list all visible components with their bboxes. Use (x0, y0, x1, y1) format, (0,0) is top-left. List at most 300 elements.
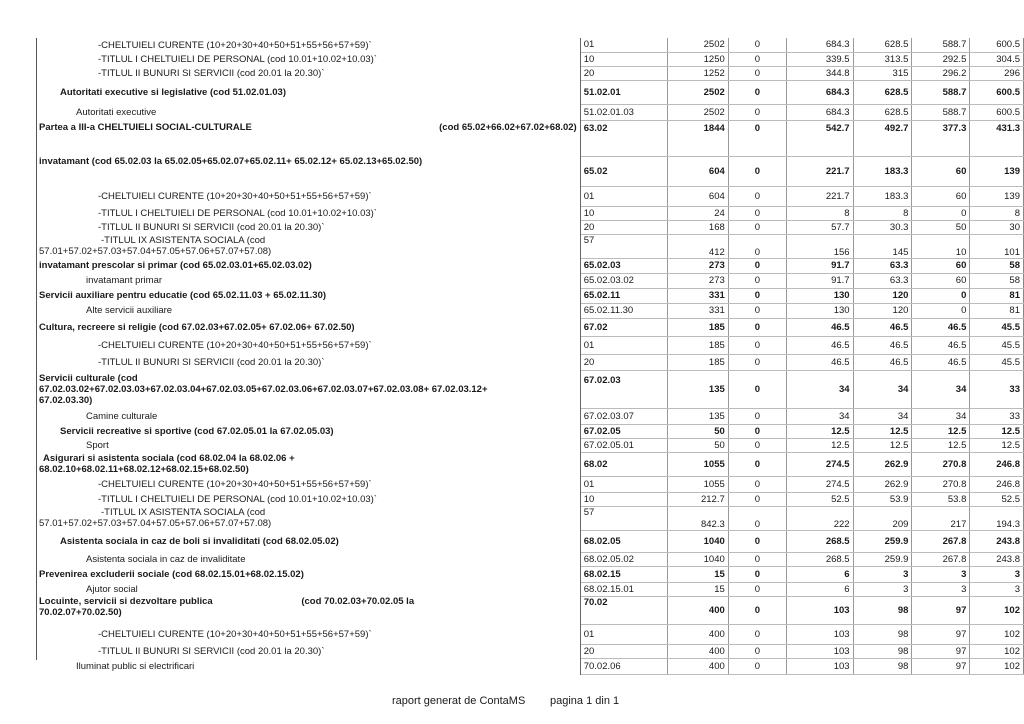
row-value-2: 0 (728, 186, 786, 206)
row-value-5: 3 (912, 566, 970, 582)
row-value-1: 135 (668, 370, 729, 408)
row-value-6: 600.5 (970, 104, 1024, 120)
row-value-4: 53.9 (853, 492, 912, 506)
row-value-1: 1055 (668, 452, 729, 476)
row-code: 67.02 (580, 318, 667, 336)
table-row (36, 273, 1024, 288)
row-code: 68.02.05 (580, 530, 667, 552)
row-label: Camine culturale (36, 408, 580, 424)
row-value-5: 97 (912, 596, 970, 624)
row-value-6: 81 (970, 303, 1024, 318)
row-value-2: 0 (728, 644, 786, 658)
row-label-right: (cod 65.02+66.02+67.02+68.02) (439, 122, 577, 133)
row-value-5: 97 (912, 644, 970, 658)
row-label-main: Locuinte, servicii si dezvoltare publica (39, 596, 213, 607)
row-label (36, 452, 580, 476)
row-value-5: 588.7 (912, 38, 970, 52)
row-label: -TITLUL I CHELTUIELI DE PERSONAL (cod 10.01+10.02+10.03)` (36, 206, 580, 220)
row-value-4: 262.9 (853, 452, 912, 476)
row-value-1: 15 (668, 566, 729, 582)
row-value-2: 0 (728, 234, 786, 258)
row-value-1: 2502 (668, 38, 729, 52)
row-value-6: 33 (970, 370, 1024, 408)
row-code: 20 (580, 66, 667, 80)
row-label: Asistenta sociala in caz de invaliditate (36, 552, 580, 566)
table-row (36, 80, 1024, 104)
row-label: -TITLUL I CHELTUIELI DE PERSONAL (cod 10.01+10.02+10.03)` (36, 52, 580, 66)
row-value-6: 3 (970, 582, 1024, 596)
row-value-4: 12.5 (853, 438, 912, 452)
row-label: Sport (36, 438, 580, 452)
row-value-2: 0 (728, 220, 786, 234)
row-value-1: 212.7 (668, 492, 729, 506)
footer-generated-by: raport generat de ContaMS (392, 695, 526, 707)
row-value-3: 12.5 (786, 424, 853, 438)
row-value-3: 542.7 (786, 120, 853, 156)
row-value-5: 0 (912, 288, 970, 303)
row-code: 20 (580, 644, 667, 658)
row-value-1: 2502 (668, 104, 729, 120)
row-code: 10 (580, 52, 667, 66)
row-value-3: 268.5 (786, 552, 853, 566)
row-code: 01 (580, 336, 667, 354)
footer-page-number: pagina 1 din 1 (550, 695, 620, 707)
row-value-1: 604 (668, 186, 729, 206)
row-value-1: 50 (668, 424, 729, 438)
row-code: 10 (580, 206, 667, 220)
table-row (36, 258, 1024, 273)
row-value-6: 102 (970, 658, 1024, 674)
row-value-1: 1055 (668, 476, 729, 492)
row-value-2: 0 (728, 566, 786, 582)
row-value-6: 139 (970, 156, 1024, 186)
row-value-6: 8 (970, 206, 1024, 220)
row-label: Prevenirea excluderii sociale (cod 68.02.15.01+68.02.15.02) (36, 566, 580, 582)
row-value-4: 8 (853, 206, 912, 220)
row-value-1: 400 (668, 624, 729, 644)
row-value-1: 400 (668, 644, 729, 658)
row-value-6: 81 (970, 288, 1024, 303)
row-code: 65.02.03.02 (580, 273, 667, 288)
row-value-5: 296.2 (912, 66, 970, 80)
table-row (36, 596, 1024, 624)
row-value-3: 91.7 (786, 258, 853, 273)
table-row (36, 566, 1024, 582)
table-row (36, 506, 1024, 530)
row-value-1: 1844 (668, 120, 729, 156)
row-value-2: 0 (728, 492, 786, 506)
row-label: invatamant (cod 65.02.03 la 65.02.05+65.02.07+65.02.11+ 65.02.12+ 65.02.13+65.02.50) (36, 156, 580, 186)
row-value-6: 243.8 (970, 552, 1024, 566)
row-value-5: 12.5 (912, 424, 970, 438)
row-label: -CHELTUIELI CURENTE (10+20+30+40+50+51+55+56+57+59)` (36, 186, 580, 206)
row-label-line1-wrap (39, 596, 577, 607)
row-value-4: 34 (853, 370, 912, 408)
row-value-5: 270.8 (912, 452, 970, 476)
row-value-2: 0 (728, 506, 786, 530)
row-label-line2: 70.02.07+70.02.50) (39, 607, 122, 618)
row-code: 10 (580, 492, 667, 506)
row-value-2: 0 (728, 552, 786, 566)
row-value-6: 243.8 (970, 530, 1024, 552)
row-value-5: 60 (912, 186, 970, 206)
row-code: 01 (580, 38, 667, 52)
table-row (36, 644, 1024, 658)
table-row (36, 104, 1024, 120)
row-value-4: 628.5 (853, 38, 912, 52)
row-value-5: 217 (912, 506, 970, 530)
row-value-5: 46.5 (912, 354, 970, 370)
row-value-3: 46.5 (786, 318, 853, 336)
row-value-6: 102 (970, 596, 1024, 624)
row-code: 67.02.03.07 (580, 408, 667, 424)
row-value-1: 168 (668, 220, 729, 234)
row-value-6: 33 (970, 408, 1024, 424)
row-label-line3: 67.02.03.30) (39, 394, 93, 406)
row-value-1: 331 (668, 288, 729, 303)
row-label: Servicii auxiliare pentru educatie (cod 65.02.11.03 + 65.02.11.30) (36, 288, 580, 303)
row-value-1: 273 (668, 258, 729, 273)
row-value-6: 45.5 (970, 354, 1024, 370)
row-value-5: 0 (912, 206, 970, 220)
row-value-5: 10 (912, 234, 970, 258)
row-value-2: 0 (728, 52, 786, 66)
row-value-2: 0 (728, 438, 786, 452)
row-value-2: 0 (728, 370, 786, 408)
row-code: 65.02 (580, 156, 667, 186)
row-value-6: 58 (970, 258, 1024, 273)
row-value-4: 183.3 (853, 186, 912, 206)
row-value-2: 0 (728, 104, 786, 120)
row-value-2: 0 (728, 354, 786, 370)
table-row (36, 492, 1024, 506)
row-value-4: 628.5 (853, 80, 912, 104)
row-label: Asistenta sociala in caz de boli si invaliditati (cod 68.02.05.02) (36, 530, 580, 552)
row-value-4: 98 (853, 644, 912, 658)
row-value-2: 0 (728, 658, 786, 674)
table-row (36, 624, 1024, 644)
row-value-4: 209 (853, 506, 912, 530)
row-value-5: 50 (912, 220, 970, 234)
table-row (36, 354, 1024, 370)
table-row (36, 452, 1024, 476)
row-value-4: 145 (853, 234, 912, 258)
row-label-line1: Asigurari si asistenta sociala (cod 68.02.04 la 68.02.06 + (43, 453, 295, 464)
table-row (36, 156, 1024, 186)
table-row (36, 120, 1024, 156)
row-value-1: 185 (668, 318, 729, 336)
row-code: 67.02.05.01 (580, 438, 667, 452)
table-row (36, 288, 1024, 303)
row-value-4: 628.5 (853, 104, 912, 120)
row-value-2: 0 (728, 336, 786, 354)
row-value-6: 52.5 (970, 492, 1024, 506)
row-value-3: 6 (786, 582, 853, 596)
row-code: 65.02.03 (580, 258, 667, 273)
row-value-1: 185 (668, 336, 729, 354)
row-code: 01 (580, 186, 667, 206)
row-code: 67.02.03 (580, 370, 667, 408)
row-value-4: 12.5 (853, 424, 912, 438)
row-value-3: 268.5 (786, 530, 853, 552)
row-code: 68.02.05.02 (580, 552, 667, 566)
row-value-4: 262.9 (853, 476, 912, 492)
table-row (36, 206, 1024, 220)
table-row (36, 186, 1024, 206)
row-value-3: 344.8 (786, 66, 853, 80)
row-label: -CHELTUIELI CURENTE (10+20+30+40+50+51+55+56+57+59)` (36, 336, 580, 354)
row-value-5: 34 (912, 370, 970, 408)
row-code: 57 (580, 506, 667, 530)
row-value-3: 34 (786, 370, 853, 408)
row-value-4: 313.5 (853, 52, 912, 66)
row-label-line2: 57.01+57.02+57.03+57.04+57.05+57.06+57.07+57.08) (39, 518, 272, 529)
row-value-3: 6 (786, 566, 853, 582)
row-value-1: 400 (668, 596, 729, 624)
row-label: invatamant prescolar si primar (cod 65.02.03.01+65.02.03.02) (36, 258, 580, 273)
row-value-6: 246.8 (970, 452, 1024, 476)
row-value-3: 274.5 (786, 476, 853, 492)
row-code: 51.02.01 (580, 80, 667, 104)
row-value-4: 492.7 (853, 120, 912, 156)
row-label: -TITLUL II BUNURI SI SERVICII (cod 20.01 la 20.30)` (36, 644, 580, 658)
row-value-6: 101 (970, 234, 1024, 258)
row-value-1: 273 (668, 273, 729, 288)
row-value-1: 604 (668, 156, 729, 186)
row-label: Autoritati executive si legislative (cod 51.02.01.03) (36, 80, 580, 104)
row-value-5: 60 (912, 273, 970, 288)
row-value-3: 91.7 (786, 273, 853, 288)
row-label: Servicii recreative si sportive (cod 67.02.05.01 la 67.02.05.03) (36, 424, 580, 438)
row-value-6: 3 (970, 566, 1024, 582)
row-label: -CHELTUIELI CURENTE (10+20+30+40+50+51+55+56+57+59)` (36, 476, 580, 492)
row-value-4: 3 (853, 582, 912, 596)
row-code: 51.02.01.03 (580, 104, 667, 120)
row-value-3: 222 (786, 506, 853, 530)
row-value-4: 259.9 (853, 552, 912, 566)
row-value-3: 57.7 (786, 220, 853, 234)
row-value-3: 46.5 (786, 354, 853, 370)
row-value-4: 120 (853, 288, 912, 303)
row-value-3: 12.5 (786, 438, 853, 452)
row-label (36, 120, 580, 156)
row-code: 65.02.11 (580, 288, 667, 303)
row-value-2: 0 (728, 38, 786, 52)
row-value-3: 34 (786, 408, 853, 424)
row-code: 63.02 (580, 120, 667, 156)
row-code: 70.02.06 (580, 658, 667, 674)
row-value-1: 1040 (668, 552, 729, 566)
row-value-6: 45.5 (970, 336, 1024, 354)
row-label: -TITLUL II BUNURI SI SERVICII (cod 20.01 la 20.30)` (36, 354, 580, 370)
row-value-6: 58 (970, 273, 1024, 288)
row-value-3: 52.5 (786, 492, 853, 506)
row-code: 67.02.05 (580, 424, 667, 438)
row-label: -CHELTUIELI CURENTE (10+20+30+40+50+51+55+56+57+59)` (36, 624, 580, 644)
row-value-4: 46.5 (853, 318, 912, 336)
table-row (36, 303, 1024, 318)
table-row (36, 408, 1024, 424)
row-value-3: 684.3 (786, 80, 853, 104)
row-value-4: 63.3 (853, 258, 912, 273)
row-value-1: 1040 (668, 530, 729, 552)
table-row (36, 38, 1024, 52)
row-value-4: 63.3 (853, 273, 912, 288)
row-label (36, 370, 580, 408)
row-value-2: 0 (728, 120, 786, 156)
table-row (36, 582, 1024, 596)
row-value-3: 221.7 (786, 186, 853, 206)
row-value-2: 0 (728, 303, 786, 318)
row-label-line1: Servicii culturale (cod (39, 372, 138, 384)
table-row (36, 424, 1024, 438)
table-row (36, 66, 1024, 80)
row-value-4: 30.3 (853, 220, 912, 234)
row-value-3: 103 (786, 596, 853, 624)
row-label-line1: -TITLUL IX ASISTENTA SOCIALA (cod (101, 507, 266, 518)
table-row (36, 220, 1024, 234)
row-label-line2: 67.02.03.02+67.02.03.03+67.02.03.04+67.02.03.05+67.02.03.06+67.02.03.07+67.02.03.08+ 67.02.03.12+ (39, 383, 488, 395)
row-value-6: 431.3 (970, 120, 1024, 156)
row-label: -TITLUL II BUNURI SI SERVICII (cod 20.01 la 20.30)` (36, 66, 580, 80)
row-label (36, 506, 580, 530)
row-value-1: 842.3 (668, 506, 729, 530)
row-value-3: 684.3 (786, 104, 853, 120)
row-value-5: 0 (912, 303, 970, 318)
row-code: 68.02.15.01 (580, 582, 667, 596)
budget-report-table (36, 38, 1024, 675)
table-row (36, 234, 1024, 258)
row-value-6: 246.8 (970, 476, 1024, 492)
row-label: invatamant primar (36, 273, 580, 288)
row-value-5: 97 (912, 658, 970, 674)
row-value-1: 135 (668, 408, 729, 424)
row-value-3: 156 (786, 234, 853, 258)
row-value-1: 185 (668, 354, 729, 370)
row-label: -TITLUL II BUNURI SI SERVICII (cod 20.01 la 20.30)` (36, 220, 580, 234)
row-code: 01 (580, 476, 667, 492)
row-value-6: 600.5 (970, 80, 1024, 104)
row-value-5: 46.5 (912, 336, 970, 354)
row-value-2: 0 (728, 66, 786, 80)
row-label: -TITLUL I CHELTUIELI DE PERSONAL (cod 10.01+10.02+10.03)` (36, 492, 580, 506)
table-row (36, 476, 1024, 492)
row-value-2: 0 (728, 408, 786, 424)
row-label-line1: -TITLUL IX ASISTENTA SOCIALA (cod (101, 235, 266, 246)
row-value-2: 0 (728, 318, 786, 336)
row-value-4: 183.3 (853, 156, 912, 186)
row-code: 20 (580, 354, 667, 370)
table-row (36, 318, 1024, 336)
row-label: Iluminat public si electrificari (36, 658, 580, 674)
row-label: Autoritati executive (36, 104, 580, 120)
row-value-2: 0 (728, 80, 786, 104)
row-value-4: 98 (853, 658, 912, 674)
row-value-3: 103 (786, 624, 853, 644)
row-code: 01 (580, 624, 667, 644)
table-row (36, 552, 1024, 566)
table-row (36, 658, 1024, 674)
row-value-3: 46.5 (786, 336, 853, 354)
row-value-6: 102 (970, 644, 1024, 658)
row-value-2: 0 (728, 476, 786, 492)
row-value-3: 684.3 (786, 38, 853, 52)
row-value-6: 194.3 (970, 506, 1024, 530)
row-value-5: 377.3 (912, 120, 970, 156)
row-value-6: 139 (970, 186, 1024, 206)
row-value-1: 2502 (668, 80, 729, 104)
row-value-6: 12.5 (970, 424, 1024, 438)
row-label (36, 234, 580, 258)
row-value-1: 1252 (668, 66, 729, 80)
row-value-5: 588.7 (912, 104, 970, 120)
table-row (36, 52, 1024, 66)
row-value-2: 0 (728, 452, 786, 476)
row-value-4: 315 (853, 66, 912, 80)
row-value-5: 53.8 (912, 492, 970, 506)
row-value-2: 0 (728, 582, 786, 596)
row-value-3: 130 (786, 303, 853, 318)
row-code: 57 (580, 234, 667, 258)
row-value-5: 267.8 (912, 530, 970, 552)
row-code: 20 (580, 220, 667, 234)
row-label: Cultura, recreere si religie (cod 67.02.03+67.02.05+ 67.02.06+ 67.02.50) (36, 318, 580, 336)
row-value-5: 3 (912, 582, 970, 596)
row-value-5: 267.8 (912, 552, 970, 566)
table-row (36, 530, 1024, 552)
row-value-6: 600.5 (970, 38, 1024, 52)
row-value-1: 24 (668, 206, 729, 220)
row-value-1: 412 (668, 234, 729, 258)
row-value-2: 0 (728, 273, 786, 288)
row-label: Alte servicii auxiliare (36, 303, 580, 318)
row-value-3: 103 (786, 644, 853, 658)
row-code: 68.02.15 (580, 566, 667, 582)
row-value-1: 15 (668, 582, 729, 596)
row-value-5: 12.5 (912, 438, 970, 452)
row-value-5: 60 (912, 156, 970, 186)
row-value-2: 0 (728, 530, 786, 552)
row-value-4: 3 (853, 566, 912, 582)
table-row (36, 336, 1024, 354)
row-value-2: 0 (728, 258, 786, 273)
row-value-6: 102 (970, 624, 1024, 644)
row-value-5: 34 (912, 408, 970, 424)
row-value-1: 400 (668, 658, 729, 674)
table-row (36, 370, 1024, 408)
row-label-line2: 68.02.10+68.02.11+68.02.12+68.02.15+68.02.50) (39, 464, 249, 475)
row-label: Ajutor social (36, 582, 580, 596)
row-value-5: 97 (912, 624, 970, 644)
row-value-5: 588.7 (912, 80, 970, 104)
row-value-4: 46.5 (853, 336, 912, 354)
row-value-3: 8 (786, 206, 853, 220)
row-code: 68.02 (580, 452, 667, 476)
row-value-4: 259.9 (853, 530, 912, 552)
row-label (36, 596, 580, 624)
row-value-3: 221.7 (786, 156, 853, 186)
row-value-4: 34 (853, 408, 912, 424)
row-label-right: (cod 70.02.03+70.02.05 la (301, 596, 415, 607)
row-value-4: 98 (853, 596, 912, 624)
row-value-6: 304.5 (970, 52, 1024, 66)
row-value-6: 45.5 (970, 318, 1024, 336)
row-value-5: 292.5 (912, 52, 970, 66)
row-value-2: 0 (728, 288, 786, 303)
row-value-6: 30 (970, 220, 1024, 234)
row-value-6: 296 (970, 66, 1024, 80)
row-value-5: 46.5 (912, 318, 970, 336)
